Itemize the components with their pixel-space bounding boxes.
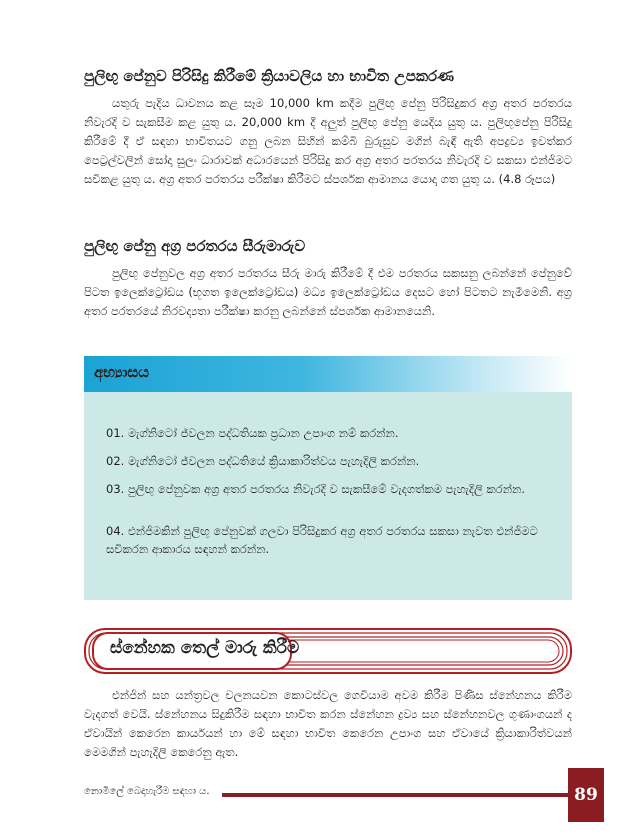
exercise-item-number: 04. — [106, 524, 125, 538]
exercise-title: අභ්‍යාසය — [94, 363, 150, 381]
paragraph-spark-plug-cleaning: යතුරු පැදිය ධාවනය කළ සෑම 10,000 km කදීම පුලිඟු පේනු පිරිසිදුකර අග්‍ර අතර පරතරය නිවැරදි ව සැකසීම කළ යුතු ය. 20,000 km දී අලුත් පුලිඟු පේනු යෙදිය යුතු ය. පුලිඟුපේනු පිරිසිදු කිරීමේ දී ඒ සඳහා භාවිතයට ගනු ලබන සිහින් කම්බි බුරුසුව මගින් බැඳී ඇති අපද්‍රව්‍ය ඉවත්කර පෙට්‍රල්වලින් සෝදා සුලං ධාරාවක් අධාරයෙන් පිරිසිදු කර අග්‍ර අතර පරතරය නිවැරදි ව සකසා එන්ජිමට සවිකළ යුතු ය. අග්‍ර අතර පරතරය පරීක්ෂා කිරීමට ස්පර්ශක ආමානය යොදා ගත යුතු ය. (4.8 රූපය) — [84, 96, 572, 186]
exercise-item — [106, 424, 546, 442]
exercise-item-number: 03. — [106, 482, 125, 496]
section-title-frame — [84, 628, 572, 674]
page-number: 89 — [568, 768, 604, 822]
exercise-item — [106, 480, 546, 498]
section-title-oil-change: ස්නේහක තෙල් මාරු කිරීම — [110, 638, 300, 658]
exercise-item-number: 01. — [106, 426, 125, 440]
footer-rule — [222, 793, 568, 797]
exercise-item — [106, 522, 546, 558]
section-heading-gap-adjustment: පුලිඟු පේනු අග්‍ර පරතරය සීරුමාරුව — [84, 237, 306, 255]
exercise-item-text: මැග්නිටෝ ජ්වලන පද්ධතියේ ක්‍රියාකාරිත්වය පැහැදිලි කරන්න. — [128, 454, 420, 468]
exercise-item-text: පුලිඟු පේනුවක අග්‍ර අතර පරතරය නිවැරදි ව සැකසීමේ වැදගත්කම පැහැදිලි කරන්න. — [128, 482, 526, 496]
exercise-item-text: එන්ජිමකින් පුලිඟු පේනුවක් ගලවා පිරිසිදුකර අග්‍ර අතර පරතරය සකසා නැවත එන්ජිමට සවිකරන ආකාරය සඳහන් කරන්න. — [106, 524, 538, 556]
exercise-item-text: මැග්නිටෝ ජ්වලන පද්ධතියක ප්‍රධාන උපාංග නම් කරන්න. — [128, 426, 399, 440]
exercise-item — [106, 452, 546, 470]
paragraph-lubrication: එන්ජින් සහ යන්ත්‍රවල චලනයවන කොටස්වල ගෙවියාම අවම කිරීම පිණිස ස්නේහනය කිරීම වැදගත් වෙයි. ස්නේහනය සිදුකිරීම සඳහා භාවිත කරන ස්නේහන ද්‍රව්‍ය සහ ස්නේහනවල ගුණාංගයන් ද ඒවායින් කෙරෙන කාර්යයන් හා මේ සඳහා භාවිත කෙරෙන උපාංග සහ ඒවායේ ක්‍රියාකාරිත්වයන් මෙමගින් පැහැදිලි කෙරෙනු ඇත. — [84, 688, 572, 759]
exercise-box — [84, 392, 572, 600]
paragraph-gap-adjustment: පුලිඟු පේනුවල අග්‍ර අතර පරතරය සීරු මාරු කිරීමේ දී එම පරතරය සකසනු ලබන්නේ පේනුවේ පිටත ඉලෙක්ට්‍රෝඩය (භූගත ඉලෙක්ට්‍රෝඩය) මධ්‍ය ඉලෙක්ට්‍රෝඩය දෙසට හෝ පිටතට නැමීමෙනි. අග්‍ර අතර පරතරයේ නිරවද්‍යතා පරීක්ෂා කරනු ලබන්නේ ස්පර්ශක ආමානයෙනි. — [84, 266, 572, 318]
exercise-banner — [84, 356, 572, 392]
exercise-item-number: 02. — [106, 454, 125, 468]
footer-note: නොමිලේ බෙදාහැරීම සඳහා ය. — [84, 786, 210, 797]
section-heading-spark-plug-cleaning: පුලිඟු පේනුව පිරිසිදු කිරීමේ ක්‍රියාවලිය හා භාවිත උපකරණ — [84, 67, 454, 85]
